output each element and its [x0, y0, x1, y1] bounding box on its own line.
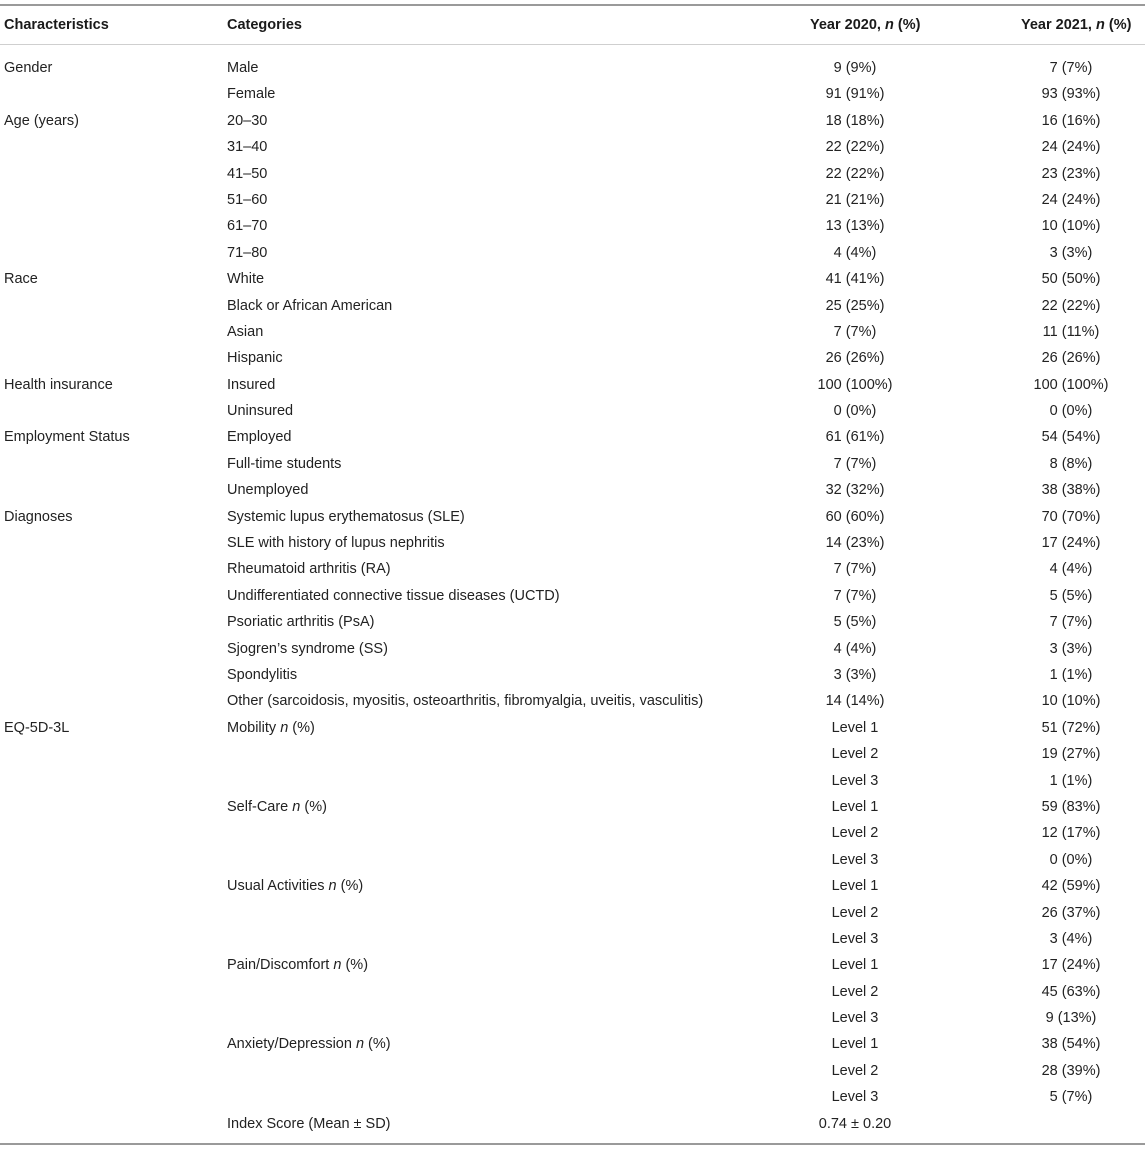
year-2021-cell: 11 (11%) — [1042, 323, 1100, 340]
year-2020-cell: 4 (4%) — [833, 640, 877, 657]
year-2020-cell: Level 3 — [831, 772, 879, 789]
category-cell: Employed — [227, 429, 292, 446]
table-row — [0, 293, 1145, 319]
year-2020-cell: 5 (5%) — [833, 614, 877, 631]
year-2020-cell: 41 (41%) — [825, 271, 885, 288]
category-label: Usual Activities — [227, 878, 325, 895]
table-row — [0, 451, 1145, 477]
year-2021-cell: 12 (17%) — [1041, 825, 1101, 842]
category-tail: (%) — [300, 798, 327, 815]
table-row — [0, 1084, 1145, 1110]
year-2020-cell: 25 (25%) — [825, 297, 885, 314]
table-row — [0, 161, 1145, 187]
year-2020-cell: 14 (23%) — [825, 535, 885, 552]
table-row — [0, 583, 1145, 609]
table-row — [0, 556, 1145, 582]
category-cell: Asian — [227, 323, 264, 340]
year-2021-cell: 3 (3%) — [1049, 640, 1093, 657]
category-label: Self-Care — [227, 798, 289, 815]
category-cell — [227, 794, 327, 820]
table-row — [0, 187, 1145, 213]
category-cell: 41–50 — [227, 165, 268, 182]
table-row — [0, 952, 1145, 978]
header-year-2021 — [1021, 12, 1131, 38]
category-cell: White — [227, 271, 265, 288]
category-tail: (%) — [341, 957, 369, 974]
table-row — [0, 926, 1145, 952]
table-row — [0, 81, 1145, 107]
year-2021-cell: 38 (38%) — [1041, 482, 1101, 499]
table-row — [0, 1058, 1145, 1084]
year-2020-cell: 13 (13%) — [825, 218, 885, 235]
characteristic-cell: Diagnoses — [4, 508, 73, 525]
year-2020-cell: Level 2 — [831, 825, 879, 842]
table-row — [0, 213, 1145, 239]
characteristic-cell: EQ-5D-3L — [4, 719, 70, 736]
header-year-2021-main: Year 2021, — [1021, 17, 1096, 33]
table-row — [0, 609, 1145, 635]
year-2021-cell: 10 (10%) — [1041, 693, 1101, 710]
year-2021-cell: 17 (24%) — [1041, 957, 1101, 974]
year-2020-cell: 60 (60%) — [825, 508, 885, 525]
year-2021-cell: 24 (24%) — [1041, 191, 1101, 208]
table-row — [0, 266, 1145, 292]
year-2021-cell: 3 (3%) — [1049, 244, 1093, 261]
category-cell: Male — [227, 60, 259, 76]
year-2021-cell: 19 (27%) — [1041, 746, 1101, 763]
year-2021-cell: 28 (39%) — [1041, 1062, 1101, 1079]
year-2020-cell: 91 (91%) — [825, 86, 885, 103]
header-characteristics: Characteristics — [4, 17, 109, 33]
year-2020-cell: Level 2 — [831, 904, 879, 921]
table-row — [0, 319, 1145, 345]
year-2021-cell: 16 (16%) — [1041, 112, 1101, 129]
year-2021-cell: 7 (7%) — [1049, 60, 1093, 76]
category-cell: Black or African American — [227, 297, 393, 314]
year-2021-cell: 3 (4%) — [1049, 930, 1093, 947]
table-row — [0, 636, 1145, 662]
year-2021-cell: 45 (63%) — [1041, 983, 1101, 1000]
category-label: Pain/Discomfort — [227, 957, 330, 974]
table-row — [0, 372, 1145, 398]
category-n: n — [333, 957, 342, 974]
year-2021-cell: 1 (1%) — [1049, 666, 1093, 683]
table-row — [0, 768, 1145, 794]
year-2020-cell: Level 1 — [831, 878, 879, 895]
year-2020-cell: Level 1 — [831, 719, 879, 736]
category-cell — [227, 715, 315, 741]
year-2020-cell: 21 (21%) — [825, 191, 885, 208]
category-cell: Undifferentiated connective tissue diseases (UCTD) — [227, 587, 560, 604]
table-row — [0, 979, 1145, 1005]
category-tail: (%) — [364, 1036, 391, 1053]
year-2021-cell: 17 (24%) — [1041, 535, 1101, 552]
year-2021-cell: 0 (0%) — [1049, 851, 1093, 868]
header-categories: Categories — [227, 17, 302, 33]
year-2020-cell: 4 (4%) — [833, 244, 877, 261]
top-rule — [0, 4, 1145, 6]
table-row — [0, 108, 1145, 134]
category-cell: 61–70 — [227, 218, 268, 235]
category-cell: Systemic lupus erythematosus (SLE) — [227, 508, 465, 525]
table-row — [0, 820, 1145, 846]
characteristic-cell: Gender — [4, 60, 53, 76]
year-2021-cell: 23 (23%) — [1041, 165, 1101, 182]
table-row — [0, 1031, 1145, 1057]
header-year-2021-tail: (%) — [1104, 17, 1132, 33]
category-n: n — [328, 878, 337, 895]
characteristic-cell: Employment Status — [4, 429, 130, 446]
year-2020-cell: Level 1 — [831, 798, 879, 815]
year-2020-cell: 9 (9%) — [833, 60, 877, 76]
year-2020-cell: 7 (7%) — [833, 587, 877, 604]
year-2020-cell: Level 3 — [831, 1010, 879, 1027]
table-row — [0, 477, 1145, 503]
table-row — [0, 794, 1145, 820]
year-2020-cell: 7 (7%) — [833, 323, 877, 340]
year-2021-cell: 93 (93%) — [1041, 86, 1101, 103]
characteristic-cell: Race — [4, 271, 38, 288]
table-row — [0, 873, 1145, 899]
year-2020-cell: Level 1 — [831, 957, 879, 974]
table-row — [0, 1111, 1145, 1137]
table-row — [0, 345, 1145, 371]
table-row — [0, 1005, 1145, 1031]
category-cell: Full-time students — [227, 455, 342, 472]
category-cell: Sjogren’s syndrome (SS) — [227, 640, 388, 657]
year-2020-cell: 18 (18%) — [825, 112, 885, 129]
table-row — [0, 530, 1145, 556]
year-2021-cell: 5 (5%) — [1049, 587, 1093, 604]
bottom-rule — [0, 1143, 1145, 1145]
header-year-2020-tail: (%) — [893, 17, 921, 33]
category-cell: Index Score (Mean ± SD) — [227, 1115, 391, 1132]
category-n: n — [292, 798, 301, 815]
category-cell: Unemployed — [227, 482, 309, 499]
year-2020-cell: Level 1 — [831, 1036, 879, 1053]
category-cell — [227, 873, 363, 899]
year-2020-cell: 3 (3%) — [833, 666, 877, 683]
year-2021-cell: 26 (26%) — [1041, 350, 1101, 367]
table-row — [0, 424, 1145, 450]
year-2020-cell: 14 (14%) — [825, 693, 885, 710]
year-2020-cell: Level 2 — [831, 1062, 879, 1079]
category-n: n — [355, 1036, 365, 1053]
category-tail: (%) — [336, 878, 364, 895]
category-cell: Other (sarcoidosis, myositis, osteoarthritis, fibromyalgia, uveitis, vasculitis) — [227, 693, 704, 710]
category-cell: Psoriatic arthritis (PsA) — [227, 614, 375, 631]
table-row — [0, 398, 1145, 424]
category-tail: (%) — [288, 719, 315, 736]
year-2021-cell: 38 (54%) — [1041, 1036, 1101, 1053]
year-2021-cell: 50 (50%) — [1041, 271, 1101, 288]
category-cell: Female — [227, 86, 276, 103]
year-2021-cell: 22 (22%) — [1041, 297, 1101, 314]
year-2020-cell: Level 3 — [831, 930, 879, 947]
table-body — [0, 55, 1145, 1137]
year-2021-cell: 5 (7%) — [1049, 1089, 1093, 1106]
table-row — [0, 662, 1145, 688]
year-2020-cell: 32 (32%) — [825, 482, 885, 499]
category-cell — [227, 952, 368, 978]
year-2020-cell: Level 2 — [831, 983, 879, 1000]
year-2021-cell: 100 (100%) — [1033, 376, 1109, 393]
year-2020-cell: 61 (61%) — [825, 429, 885, 446]
year-2020-cell: 26 (26%) — [825, 350, 885, 367]
year-2020-cell: 0 (0%) — [833, 403, 877, 420]
year-2021-cell: 42 (59%) — [1041, 878, 1101, 895]
table-row — [0, 134, 1145, 160]
year-2021-cell: 10 (10%) — [1041, 218, 1101, 235]
year-2021-cell: 9 (13%) — [1045, 1010, 1097, 1027]
table-row — [0, 504, 1145, 530]
year-2020-cell: 0.74 ± 0.20 — [818, 1115, 892, 1132]
category-cell: Insured — [227, 376, 276, 393]
category-cell: Uninsured — [227, 403, 294, 420]
year-2020-cell: Level 3 — [831, 851, 879, 868]
characteristic-cell: Age (years) — [4, 112, 79, 129]
category-cell: 51–60 — [227, 191, 268, 208]
year-2021-cell: 54 (54%) — [1041, 429, 1101, 446]
header-year-2020-n: n — [885, 17, 894, 33]
year-2021-cell: 26 (37%) — [1041, 904, 1101, 921]
header-year-2021-n: n — [1096, 17, 1105, 33]
year-2021-cell: 24 (24%) — [1041, 139, 1101, 156]
year-2021-cell: 7 (7%) — [1049, 614, 1093, 631]
category-cell: 71–80 — [227, 244, 268, 261]
category-label: Mobility — [227, 719, 277, 736]
year-2020-cell: Level 2 — [831, 746, 879, 763]
year-2020-cell: 7 (7%) — [833, 455, 877, 472]
header-year-2020 — [810, 12, 920, 38]
category-cell: Spondylitis — [227, 666, 298, 683]
year-2020-cell: Level 3 — [831, 1089, 879, 1106]
header-rule — [0, 44, 1145, 45]
table-row — [0, 847, 1145, 873]
year-2021-cell: 4 (4%) — [1049, 561, 1093, 578]
category-cell — [227, 1031, 391, 1057]
header-year-2020-main: Year 2020, — [810, 17, 885, 33]
year-2020-cell: 7 (7%) — [833, 561, 877, 578]
year-2020-cell: 22 (22%) — [825, 139, 885, 156]
year-2021-cell: 70 (70%) — [1041, 508, 1101, 525]
table-row — [0, 715, 1145, 741]
table-row — [0, 741, 1145, 767]
category-label: Anxiety/Depression — [227, 1036, 352, 1053]
category-cell: Hispanic — [227, 350, 283, 367]
year-2021-cell: 0 (0%) — [1049, 403, 1093, 420]
category-cell: SLE with history of lupus nephritis — [227, 535, 445, 552]
table-row — [0, 900, 1145, 926]
category-cell: 20–30 — [227, 112, 268, 129]
year-2020-cell: 100 (100%) — [817, 376, 893, 393]
year-2021-cell: 59 (83%) — [1041, 798, 1101, 815]
category-cell: 31–40 — [227, 139, 268, 156]
characteristic-cell: Health insurance — [4, 376, 113, 393]
year-2020-cell: 22 (22%) — [825, 165, 885, 182]
table-row — [0, 55, 1145, 81]
table-row — [0, 240, 1145, 266]
category-cell: Rheumatoid arthritis (RA) — [227, 561, 391, 578]
year-2021-cell: 51 (72%) — [1041, 719, 1101, 736]
category-n: n — [280, 719, 289, 736]
year-2021-cell: 1 (1%) — [1049, 772, 1093, 789]
table-row — [0, 688, 1145, 714]
year-2021-cell: 8 (8%) — [1049, 455, 1093, 472]
